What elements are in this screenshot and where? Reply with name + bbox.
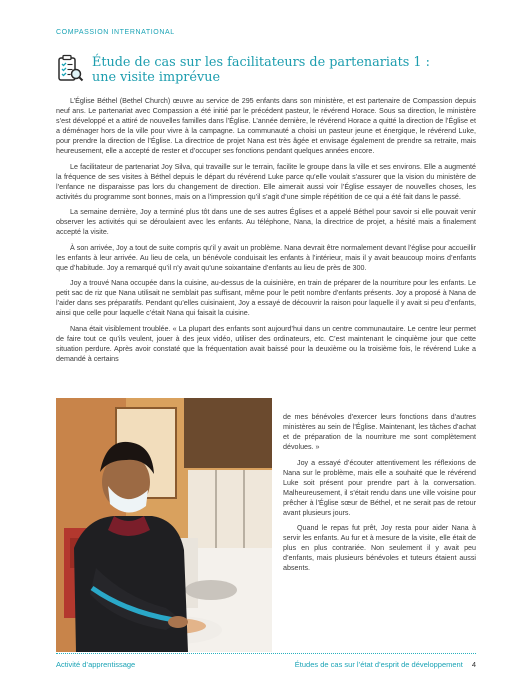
footer-document-info bbox=[295, 660, 476, 669]
page-number: 4 bbox=[471, 660, 476, 669]
body-paragraph: Nana était visiblement troublée. « La plupart des enfants sont aujourd’hui dans un centre communautaire. Le centre leur permet de faire tout ce qu’ils veulent, jouer à des jeux vidéo, utiliser des ordinateurs, etc. C’est maintenant le cinquième jour que cette situation perdure. Après avoir constaté que la fréquentation avait baissé pour la deuxième ou la troisième fois, le révérend Luke a demandé à certains bbox=[56, 324, 476, 363]
title-line-1: Étude de cas sur les facilitateurs de partenariats 1 : bbox=[92, 55, 430, 70]
footer-document-title: Études de cas sur l’état d’esprit de développement bbox=[294, 660, 463, 669]
footer-section-label: Activité d’apprentissage bbox=[56, 660, 136, 669]
checklist-clipboard-icon bbox=[56, 53, 84, 83]
organization-name: COMPASSION INTERNATIONAL bbox=[56, 29, 175, 36]
wrap-paragraph: Joy a essayé d’écouter attentivement les réflexions de Nana sur le problème, mais elle a souhaité que le révérend Luke soit présent pour prendre part à la conversation. Malheureusement, il s’était rendu dans une ville voisine pour prêcher à l’Église sœur de Béthel, et ne serait pas de retour avant plusieurs jours. bbox=[283, 458, 476, 517]
body-paragraph: Joy a trouvé Nana occupée dans la cuisine, au-dessus de la cuisinière, en train de préparer de la nourriture pour les enfants. Le petit sac de riz que Nana utilisait ne semblait pas suffisant, même pour le petit nombre d’enfants présents. Joy a proposé à Nana de l’aider dans ses préparatifs. Pendant qu’elles cuisinaient, Joy a essayé de découvrir la raison pour laquelle il y avait si peu d’enfants, ainsi que celle pour laquelle c’était Nana qui faisait la cuisine. bbox=[56, 279, 476, 317]
page-title bbox=[92, 55, 492, 85]
body-text bbox=[56, 96, 476, 369]
wrap-paragraph: Quand le repas fut prêt, Joy resta pour aider Nana à servir les enfants. Au fur et à mesure de la visite, elle était de plus en plus contrariée. Non seulement il y avait peu d’enfants, mais plusieurs bénévoles et tuteurs étaient aussi absents. bbox=[283, 524, 476, 572]
body-paragraph: À son arrivée, Joy a tout de suite compris qu’il y avait un problème. Nana devrait être normalement devant l’église pour accueillir les enfants à leur arrivée. Au lieu de cela, un bénévole conduisait les enfants à l’intérieur, mais il y avait beaucoup moins d’enfants que d’habitude. Joy a remarqué qu’il n’y avait qu’une soixantaine d’enfants au lieu de près de 300. bbox=[56, 243, 476, 272]
body-paragraph: La semaine dernière, Joy a terminé plus tôt dans une de ses autres Églises et a appelé Béthel pour savoir si elle pouvait venir observer les activités qui se déroulaient avec les enfants. Au téléphone, Nana, la directrice de projet, a hésité mais a finalement accepté la visite. bbox=[56, 208, 476, 236]
kitchen-photo bbox=[56, 398, 272, 652]
body-paragraph: L’Église Béthel (Bethel Church) œuvre au service de 295 enfants dans son ministère, et est partenaire de Compassion depuis neuf ans. Le partenariat avec Compassion a été initié par le précédent pasteur, le révérend Horace. Sous sa direction, le ministère s’est développé et a attiré de nouvelles familles dans l’Église. L’année dernière, le révérend Horace a quitté la direction de l’Église et a déménager hors de la ville pour vivre à la campagne. La communauté a choisi un pasteur jeune et énergique, le révérend Luke, pour prendre la direction de l’Église. La directrice de projet Nana est très âgée et envisage également de prendre sa retraite, mais heureusement, elle a accepté de rester et d’occuper ses fonctions pendant quelques années encore. bbox=[56, 97, 476, 155]
wrapped-text bbox=[283, 412, 476, 579]
wrap-paragraph: de mes bénévoles d’exercer leurs fonctions dans d’autres ministères au sein de l’Église. Maintenant, les tâches d’achat et de préparation de la nourriture me sont complètement dévolues. » bbox=[283, 413, 476, 451]
title-line-2: une visite imprévue bbox=[92, 70, 221, 85]
footer-divider bbox=[56, 653, 476, 654]
body-paragraph: Le facilitateur de partenariat Joy Silva, qui travaille sur le terrain, facilite le groupe dans la ville et ses environs. Elle a augmenté la fréquence de ses visites à Béthel depuis le départ du révérend Luke parce qu’elle voulait s’assurer que la vision du ministère de l’enfance ne disparaisse pas lors du changement de direction. Elle aimerait aussi voir l’Église essayer de nouvelles choses, les activités du programme sont bonnes, mais on a l’impression qu’il s’agit d’une simple répétition de ce qui a été fait dans le passé. bbox=[56, 162, 476, 201]
